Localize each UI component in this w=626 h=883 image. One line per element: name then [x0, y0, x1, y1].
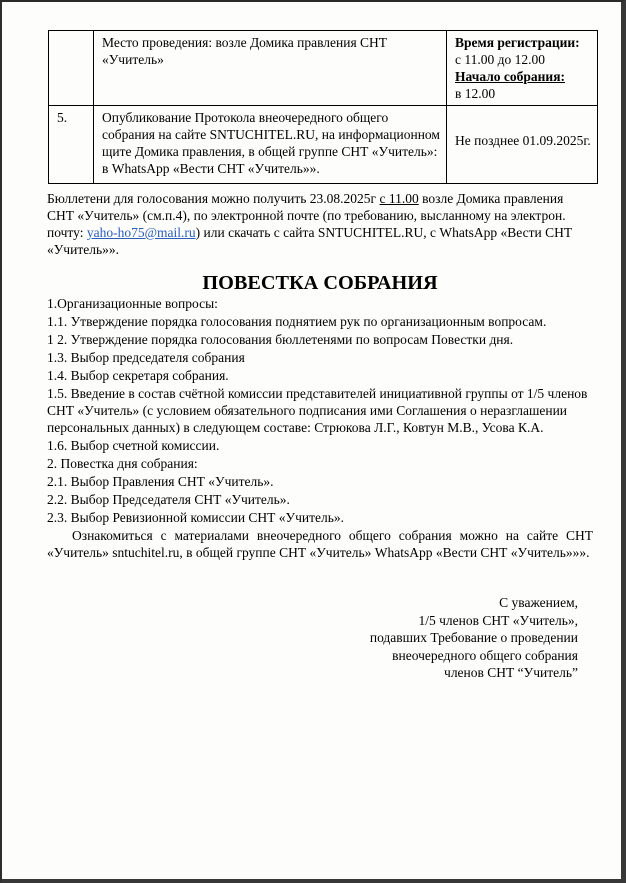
document-content	[2, 2, 621, 682]
signature-line: подавших Требование о проведении	[369, 630, 578, 645]
agenda-item: 1.3. Выбор председателя собрания	[47, 350, 245, 365]
ballots-paragraph	[47, 190, 593, 258]
row-number-cell: 5.	[49, 106, 94, 184]
row-description-cell: Опубликование Протокола внеочередного общего собрания на сайте SNTUCHITEL.RU, на информационном щите Домика правления, в общей группе СНТ «Учитель»: в WhatsApp «Вести СНТ «Учитель»».	[94, 106, 447, 184]
agenda-item: 2.3. Выбор Ревизионной комиссии СНТ «Учитель».	[47, 510, 345, 525]
ballots-text-after: ) или скачать с сайта SNTUCHITEL.RU, с WhatsApp «Вести СНТ «Учитель»».	[47, 225, 573, 257]
agenda-title: ПОВЕСТКА СОБРАНИЯ	[202, 272, 438, 294]
ballots-text-middle: возле Домика правления СНТ «Учитель» (см.п.4), по электронной почте (по требованию, высланному на электрон. почту:	[47, 191, 566, 240]
ballots-text-before: Бюллетени для голосования можно получить 23.08.2025г	[47, 191, 380, 206]
row-description-cell: Место проведения: возле Домика правления СНТ «Учитель»	[94, 31, 447, 106]
signature-line: 1/5 членов СНТ «Учитель»,	[418, 612, 578, 628]
materials-note: Ознакомиться с материалами внеочередного общего собрания можно на сайте СНТ «Учитель» sntuchitel.ru, в общей группе СНТ «Учитель» WhatsApp «Вести СНТ «Учитель»»».	[47, 528, 593, 560]
agenda-item: 1.5. Введение в состав счётной комиссии представителей инициативной группы от 1/5 членов СНТ «Учитель» (с условием обязательного подписания ими Соглашения о неразглашении персональных данных) в следующем составе: Стрюкова Л.Г., Ковтун М.В., Усова К.А.	[47, 386, 588, 435]
registration-time-value: с 11.00 до 12.00	[455, 52, 545, 67]
agenda-item: 1 2. Утверждение порядка голосования бюллетенями по вопросам Повестки дня.	[47, 332, 514, 347]
row-timing-cell	[447, 31, 598, 106]
agenda-item: 1.1. Утверждение порядка голосования поднятием рук по организационным вопросам.	[47, 314, 547, 329]
agenda-item: 1.6. Выбор счетной комиссии.	[47, 438, 220, 453]
schedule-table	[48, 30, 598, 184]
agenda-item: 2.1. Выбор Правления СНТ «Учитель».	[47, 474, 274, 489]
signature-block	[47, 594, 592, 682]
table-row-place	[49, 31, 598, 106]
agenda-item: 2. Повестка дня собрания:	[47, 456, 198, 471]
signature-line: внеочередного общего собрания	[392, 647, 578, 663]
registration-time-label: Время регистрации:	[455, 35, 580, 50]
agenda-list	[47, 295, 593, 526]
table-row-publish	[49, 106, 598, 184]
email-link[interactable]: yaho-ho75@mail.ru	[86, 225, 196, 240]
agenda-item: 2.2. Выбор Председателя СНТ «Учитель».	[47, 492, 290, 507]
row-deadline-cell: Не позднее 01.09.2025г.	[447, 106, 598, 184]
meeting-start-value: в 12.00	[455, 86, 496, 101]
row-number-cell	[49, 31, 94, 106]
signature-line: членов СНТ “Учитель”	[444, 665, 578, 680]
agenda-item: 1.4. Выбор секретаря собрания.	[47, 368, 229, 383]
signature-line: С уважением,	[499, 595, 578, 610]
ballots-time-underlined: с 11.00	[379, 191, 419, 206]
meeting-start-label: Начало собрания:	[455, 69, 565, 84]
agenda-item: 1.Организационные вопросы:	[47, 296, 218, 311]
